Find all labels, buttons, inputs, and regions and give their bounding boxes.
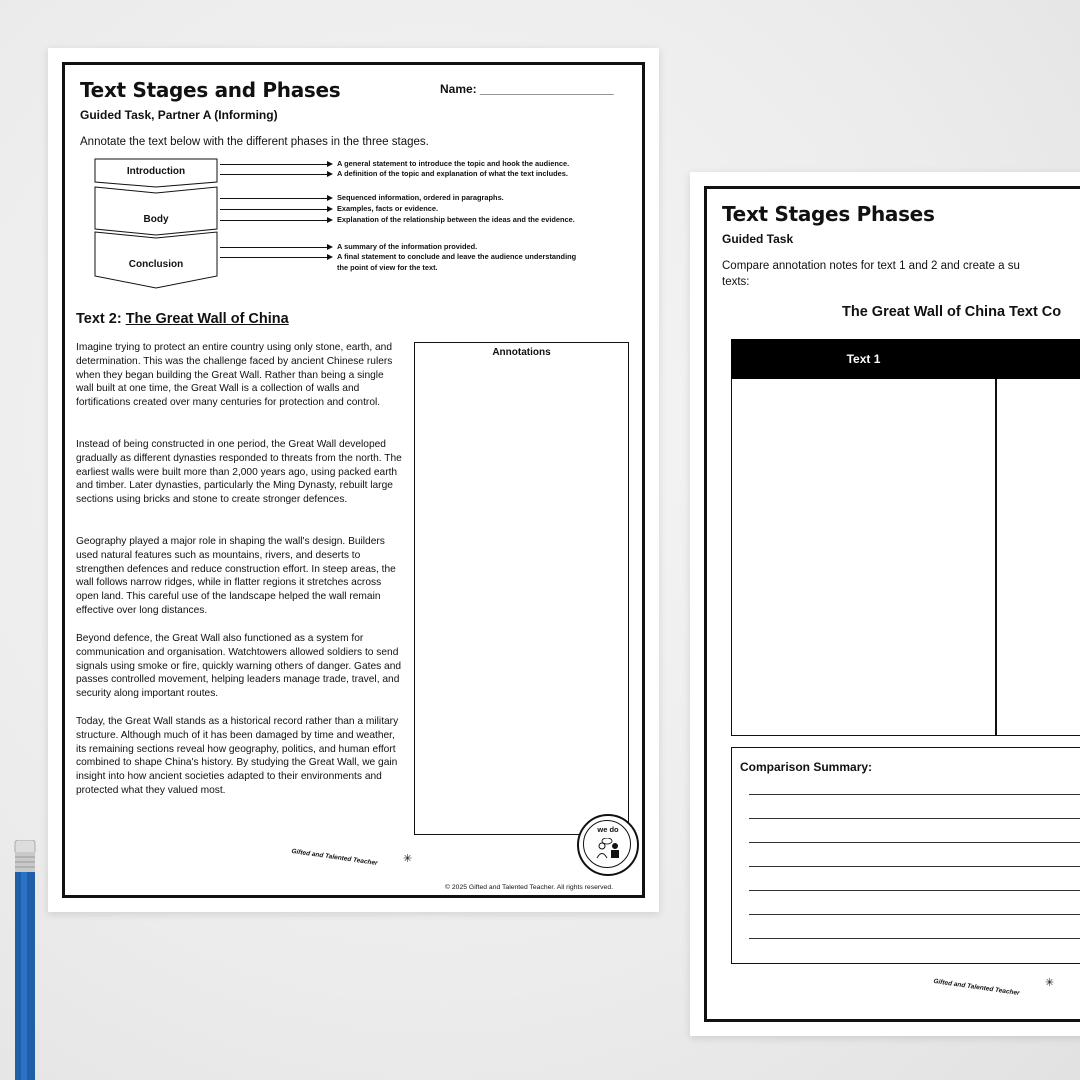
paragraph: Today, the Great Wall stands as a historical record rather than a military structure. Although much of it has been damaged by time and weather, its remaining sections reveal how geography, politics, and human effort combined to shape China's history. By studying the Great Wall, we gain insight into how ancient societies adapted to their environments and protected what they valued most.	[76, 716, 399, 796]
name-field-label: Name: ____________________	[440, 82, 614, 96]
sparkle-icon: ✳	[403, 853, 413, 865]
phase-text: A final statement to conclude and leave the audience understanding	[337, 252, 577, 261]
worksheet-subtitle: Guided Task	[722, 232, 794, 246]
paragraph: Beyond defence, the Great Wall also functioned as a system for communication and organisation. Watchtowers allowed soldiers to send signals using smoke or fire, quickly warning others of danger. Gates and passes controlled movement, helping leaders manage trade, travel, and security along important routes.	[76, 633, 402, 700]
brand-logo: Gifted and Talented Teacher	[290, 847, 379, 868]
worksheet-page-1	[48, 48, 659, 912]
we-do-badge	[577, 814, 639, 876]
text-heading-title: The Great Wall of China	[125, 311, 289, 327]
badge-label: we do	[597, 825, 619, 834]
comparison-summary-box[interactable]	[731, 747, 1080, 964]
phase-text: A definition of the topic and explanation of what the text includes.	[337, 169, 568, 178]
comparison-table-body[interactable]	[731, 379, 1080, 736]
stage-label: Conclusion	[128, 259, 184, 270]
writing-line	[749, 818, 1080, 819]
instruction-line-1: Compare annotation notes for text 1 and 2 and create a su	[722, 260, 1020, 272]
annotations-box[interactable]	[414, 342, 629, 835]
table-title: The Great Wall of China Text Co	[842, 304, 1062, 320]
writing-line	[749, 866, 1080, 867]
phase-text: the point of view for the text.	[337, 263, 438, 272]
text-heading-prefix: Text 2:	[76, 311, 126, 327]
paragraph: Instead of being constructed in one period, the Great Wall developed gradually as different dynasties responded to threats from the north. The earliest walls were built more than 2,000 years ago, using packed earth and timber. Later dynasties, particularly the Ming Dynasty, rebuilt large sections using bricks and stone to create stronger defences.	[76, 439, 402, 506]
phase-text: Explanation of the relationship between the ideas and the evidence.	[337, 215, 575, 224]
writing-line	[749, 794, 1080, 795]
text-heading	[76, 311, 289, 327]
arrow-icon	[220, 198, 328, 199]
phase-text: Sequenced information, ordered in paragraphs.	[337, 193, 504, 202]
arrow-icon	[220, 247, 328, 248]
worksheet-title: Text Stages Phases	[722, 202, 935, 226]
stage-introduction	[94, 158, 218, 188]
writing-line	[749, 890, 1080, 891]
phase-text: A general statement to introduce the topic and hook the audience.	[337, 159, 570, 168]
annotations-label: Annotations	[492, 347, 551, 358]
arrow-icon	[220, 220, 328, 221]
sparkle-icon: ✳	[1045, 977, 1055, 989]
writing-line	[749, 842, 1080, 843]
arrow-icon	[220, 209, 328, 210]
brand-logo: Gifted and Talented Teacher	[932, 977, 1021, 998]
copyright-text: © 2025 Gifted and Talented Teacher. All rights reserved.	[445, 884, 613, 891]
phase-text: A summary of the information provided.	[337, 242, 478, 251]
paragraph: Imagine trying to protect an entire country using only stone, earth, and determination. This was the challenge faced by ancient Chinese rulers when they began building the Great Wall. Rather than being a single wall built at one time, the Great Wall is a collection of walls and fortifications created over many centuries for protection and control.	[76, 342, 393, 409]
table-header	[731, 339, 1080, 379]
worksheet-subtitle: Guided Task, Partner A (Informing)	[80, 108, 278, 122]
worksheet-page-2	[690, 172, 1080, 1036]
column-divider	[995, 379, 997, 735]
column-header-text-1: Text 1	[846, 352, 881, 366]
summary-label: Comparison Summary:	[740, 760, 873, 774]
worksheet-title: Text Stages and Phases	[80, 78, 341, 102]
arrow-icon	[220, 257, 328, 258]
writing-line	[749, 914, 1080, 915]
instruction-text: Annotate the text below with the different phases in the three stages.	[80, 136, 429, 148]
pencil-icon	[14, 840, 36, 1080]
stage-body	[94, 186, 218, 236]
paragraph: Geography played a major role in shaping the wall's design. Builders used natural features such as mountains, rivers, and deserts to strengthen defences and reduce construction effort. In steep areas, the wall follows narrow ridges, while in flatter regions it stretches across open land. This careful use of the landscape helped the wall remain effective over long distances.	[76, 536, 396, 616]
arrow-icon	[220, 174, 328, 175]
people-icon	[595, 838, 623, 860]
writing-line	[749, 938, 1080, 939]
arrow-icon	[220, 164, 328, 165]
instruction-line-2: texts:	[722, 276, 750, 288]
stage-label: Introduction	[126, 166, 186, 177]
phase-text: Examples, facts or evidence.	[337, 204, 439, 213]
stage-label: Body	[143, 214, 169, 225]
stage-conclusion	[94, 231, 218, 289]
